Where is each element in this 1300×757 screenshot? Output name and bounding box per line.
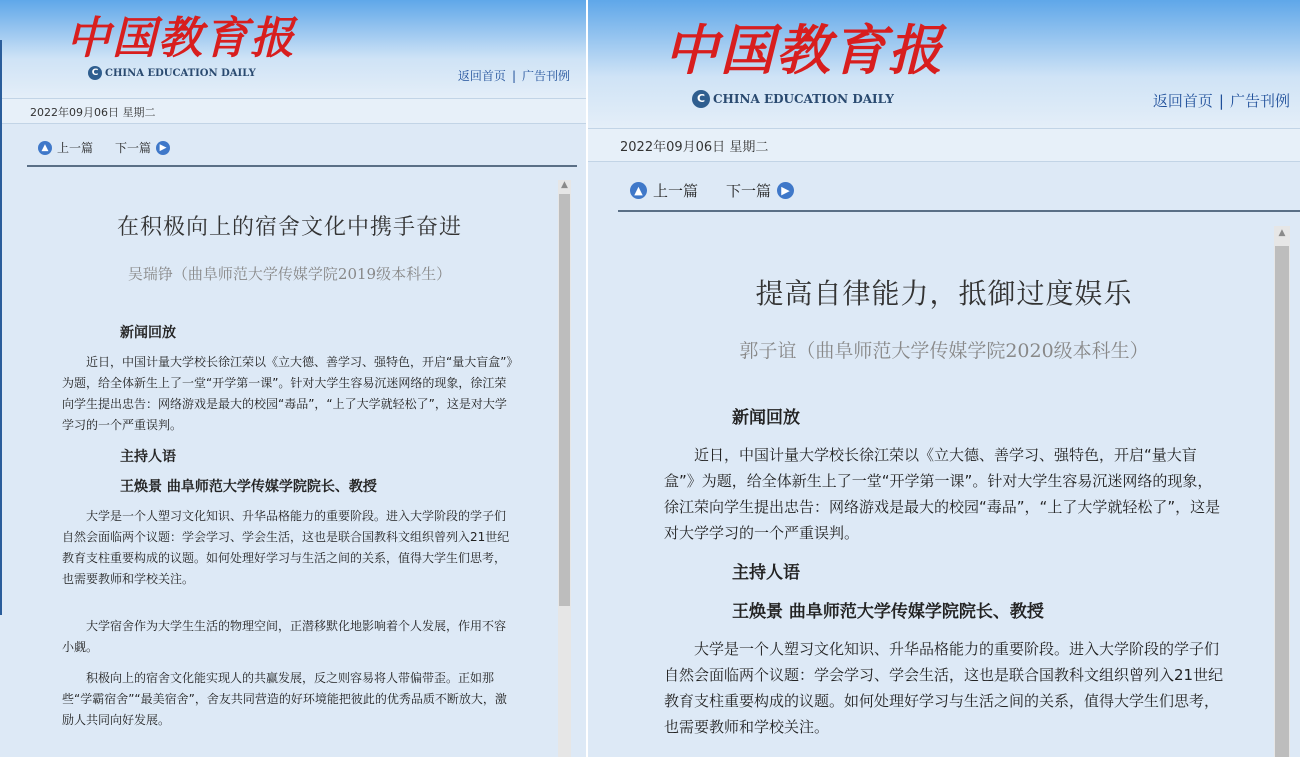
left-page-panel <box>0 0 587 757</box>
article-nav <box>630 180 794 201</box>
section-heading-host: 主持人语 <box>120 449 176 465</box>
section-heading-news: 新闻回放 <box>120 325 176 341</box>
date-text: 2022年09月06日 <box>30 106 119 119</box>
newspaper-logo[interactable]: 中国教育报 <box>664 18 944 82</box>
masthead <box>0 0 587 98</box>
date-text: 2022年09月06日 <box>620 140 726 155</box>
home-link[interactable]: 返回首页 <box>457 69 506 83</box>
masthead <box>588 0 1300 128</box>
article-body <box>62 210 517 741</box>
header-links <box>1153 90 1290 111</box>
paragraph: 近日，中国计量大学校长徐江荣以《立大德、善学习、强特色，开启“量大盲盒”》为题，给全体新生上了一堂“开学第一课”。针对大学生容易沉迷网络的现象，徐江荣向学生提出忠告：网络游戏是最大的校园“毒品”，“上了大学就轻松了”，这是对大学学习的一个严重误判。 <box>664 446 1221 542</box>
arrow-right-circle-icon[interactable]: ▶ <box>156 141 170 155</box>
logo-c-icon: C <box>692 90 710 108</box>
paragraph: 大学是一个人塑习文化知识、升华品格能力的重要阶段。进入大学阶段的学子们自然会面临两个议题：学会学习、学会生活，这也是联合国教科文组织曾列入21世纪教育支柱重要构成的议题。如何处理好学习与生活之间的关系，值得大学生们思考，也需要教师和学校关注。 <box>664 640 1224 736</box>
next-article-link[interactable]: 下一篇 <box>115 141 152 155</box>
prev-article-link[interactable]: 上一篇 <box>653 182 699 200</box>
scrollbar-thumb[interactable] <box>559 194 570 606</box>
scroll-up-arrow-icon[interactable]: ▲ <box>561 180 568 190</box>
logo-subtitle <box>88 66 256 80</box>
ad-rates-link[interactable]: 广告刊例 <box>521 69 570 83</box>
logo-subtitle-text: CHINA EDUCATION DAILY <box>713 92 894 106</box>
article-body <box>664 272 1224 752</box>
article-nav <box>38 139 170 156</box>
article-author: 郭子谊（曲阜师范大学传媒学院2020级本科生） <box>739 340 1149 362</box>
article-title: 提高自律能力，抵御过度娱乐 <box>755 277 1133 310</box>
nav-divider <box>618 210 1300 212</box>
logo-subtitle <box>692 90 894 108</box>
ad-rates-link[interactable]: 广告刊例 <box>1229 92 1290 110</box>
section-heading-news: 新闻回放 <box>732 408 800 428</box>
article-author: 吴瑞铮（曲阜师范大学传媒学院2019级本科生） <box>127 265 452 283</box>
arrow-right-circle-icon[interactable]: ▶ <box>777 182 794 199</box>
left-border-line <box>0 40 2 615</box>
arrow-up-circle-icon[interactable]: ▲ <box>630 182 647 199</box>
prev-article-link[interactable]: 上一篇 <box>57 141 94 155</box>
link-separator: | <box>511 69 516 83</box>
nav-divider <box>27 165 577 167</box>
next-article-link[interactable]: 下一篇 <box>726 182 772 200</box>
section-heading-host: 主持人语 <box>732 563 800 583</box>
header-links <box>458 67 570 84</box>
paragraph: 大学宿舍作为大学生生活的物理空间，正潜移默化地影响着个人发展，作用不容小觑。 <box>62 619 507 654</box>
right-page-panel <box>588 0 1300 757</box>
scroll-up-arrow-icon[interactable]: ▲ <box>1278 228 1286 238</box>
host-name: 王焕景 曲阜师范大学传媒学院院长、教授 <box>120 479 377 495</box>
newspaper-logo[interactable]: 中国教育报 <box>66 13 296 64</box>
logo-subtitle-text: CHINA EDUCATION DAILY <box>105 67 256 79</box>
arrow-up-circle-icon[interactable]: ▲ <box>38 141 52 155</box>
date-bar <box>588 128 1300 162</box>
article-title: 在积极向上的宿舍文化中携手奋进 <box>116 215 462 240</box>
date-bar <box>0 98 587 124</box>
home-link[interactable]: 返回首页 <box>1152 92 1213 110</box>
scrollbar-thumb[interactable] <box>1275 246 1289 757</box>
link-separator: | <box>1218 92 1224 110</box>
weekday-text: 星期二 <box>729 140 769 155</box>
host-name: 王焕景 曲阜师范大学传媒学院院长、教授 <box>732 602 1044 622</box>
weekday-text: 星期二 <box>122 106 156 119</box>
paragraph: 近日，中国计量大学校长徐江荣以《立大德、善学习、强特色，开启“量大盲盒”》为题，给全体新生上了一堂“开学第一课”。针对大学生容易沉迷网络的现象，徐江荣向学生提出忠告：网络游戏是最大的校园“毒品”，“上了大学就轻松了”，这是对大学学习的一个严重误判。 <box>62 355 513 432</box>
paragraph: 积极向上的宿舍文化能实现人的共赢发展，反之则容易将人带偏带歪。正如那些“学霸宿舍”“最美宿舍”，舍友共同营造的好环境能把彼此的优秀品质不断放大，激励人共同向好发展。 <box>62 671 507 727</box>
paragraph: 大学是一个人塑习文化知识、升华品格能力的重要阶段。进入大学阶段的学子们自然会面临两个议题：学会学习、学会生活，这也是联合国教科文组织曾列入21世纪教育支柱重要构成的议题。如何处理好学习与生活之间的关系，值得大学生们思考，也需要教师和学校关注。 <box>62 509 510 586</box>
logo-c-icon: C <box>88 66 102 80</box>
